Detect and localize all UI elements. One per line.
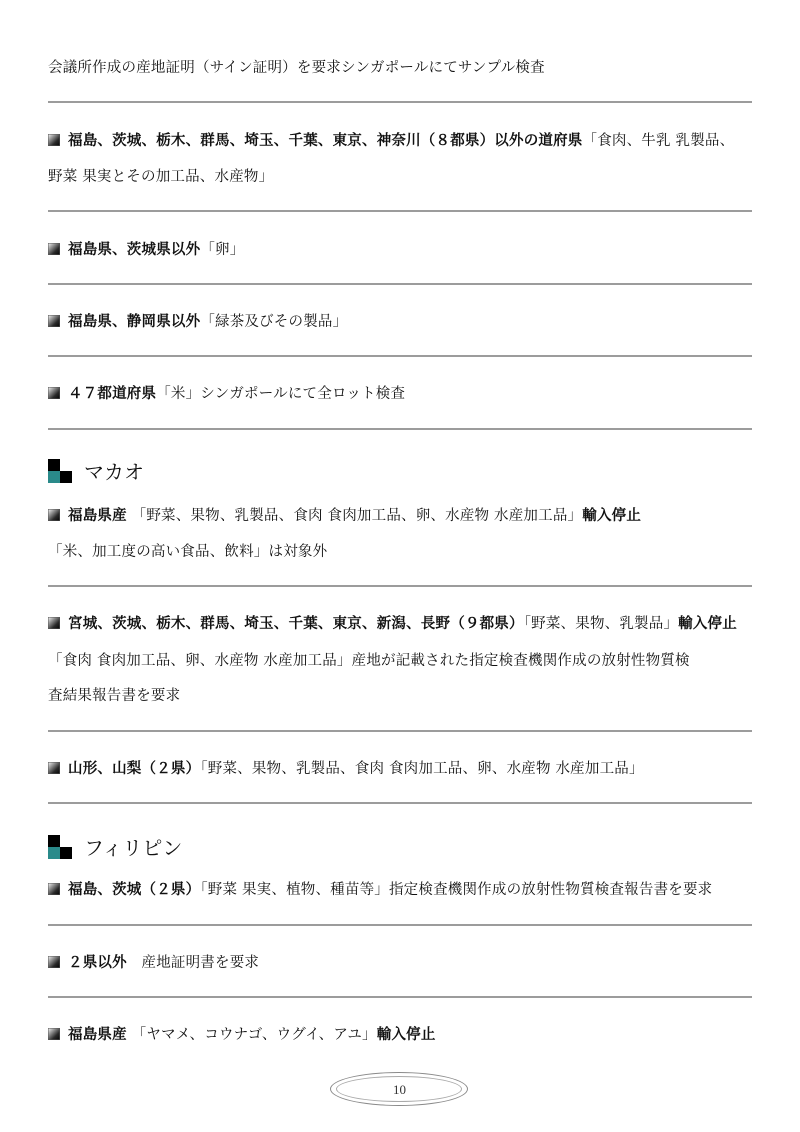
page-number-badge	[330, 1072, 470, 1106]
item-products: 「野菜 果実、植物、種苗等」指定検査機関作成の放射性物質検査報告書を要求	[200, 882, 713, 898]
bullet-icon	[48, 617, 60, 629]
item-note: 査結果報告書を要求	[48, 688, 181, 704]
section-heading-philippines	[48, 835, 182, 861]
item-region: 宮城、茨城、栃木、群馬、埼玉、千葉、東京、新潟、長野（９都県）	[68, 616, 524, 632]
bullet-icon	[48, 762, 60, 774]
item-region: 福島、茨城、栃木、群馬、埼玉、千葉、東京、神奈川（８都県）以外の道府県	[68, 133, 583, 149]
list-item	[48, 131, 734, 151]
divider-rule	[48, 283, 752, 285]
list-item	[48, 506, 641, 526]
intro-text: 会議所作成の産地証明（サイン証明）を要求シンガポールにてサンプル検査	[48, 60, 545, 76]
divider-rule	[48, 585, 752, 587]
item-products: 「緑茶及びその製品」	[200, 314, 348, 330]
item-region: 福島県、茨城県以外	[68, 242, 201, 258]
list-item-continuation	[48, 651, 690, 671]
item-products: 「野菜、果物、乳製品、食肉 食肉加工品、卵、水産物 水産加工品」	[200, 761, 644, 777]
section-title: マカオ	[84, 460, 144, 484]
item-region: 山形、山梨（２県）	[68, 761, 201, 777]
item-products: 「野菜、果物、乳製品、食肉 食肉加工品、卵、水産物 水産加工品」	[126, 508, 583, 524]
item-products-cont: 野菜 果実とその加工品、水産物」	[48, 169, 274, 185]
bullet-icon	[48, 509, 60, 521]
item-products: 「米」シンガポールにて全ロット検査	[156, 386, 406, 402]
bullet-icon	[48, 1028, 60, 1040]
item-products: 「卵」	[200, 242, 245, 258]
intro-line	[48, 58, 545, 78]
item-region: 福島、茨城（２県）	[68, 882, 201, 898]
bullet-icon	[48, 387, 60, 399]
item-note: 「米、加工度の高い食品、飲料」は対象外	[48, 544, 328, 560]
list-item	[48, 759, 644, 779]
divider-rule	[48, 210, 752, 212]
item-products: 産地証明書を要求	[126, 955, 260, 971]
divider-rule	[48, 730, 752, 732]
divider-rule	[48, 101, 752, 103]
list-item	[48, 953, 259, 973]
divider-rule	[48, 355, 752, 357]
item-status: 輸入停止	[678, 616, 737, 632]
page-number: 10	[393, 1082, 406, 1097]
list-item	[48, 312, 347, 332]
section-heading-macau	[48, 459, 144, 485]
list-item	[48, 384, 405, 404]
bullet-icon	[48, 243, 60, 255]
item-products: 「野菜、果物、乳製品」	[523, 616, 679, 632]
item-note: 「食肉 食肉加工品、卵、水産物 水産加工品」産地が記載された指定検査機関作成の放射性物質検	[48, 653, 690, 669]
list-item-continuation	[48, 542, 327, 562]
item-region: 福島県産	[68, 508, 127, 524]
list-item	[48, 240, 244, 260]
section-title: フィリピン	[84, 836, 183, 860]
item-status: 輸入停止	[582, 508, 642, 524]
divider-rule	[48, 924, 752, 926]
item-region: ２県以外	[68, 955, 127, 971]
checker-square-icon	[48, 835, 72, 859]
item-products: 「食肉、牛乳 乳製品、	[582, 133, 735, 149]
bullet-icon	[48, 134, 60, 146]
item-products: 「ヤマメ、コウナゴ、ウグイ、アユ」	[126, 1027, 377, 1043]
bullet-icon	[48, 956, 60, 968]
divider-rule	[48, 996, 752, 998]
item-region: 福島県産	[68, 1027, 127, 1043]
list-item	[48, 614, 737, 634]
item-status: 輸入停止	[376, 1027, 436, 1043]
list-item	[48, 880, 712, 900]
item-region: 福島県、静岡県以外	[68, 314, 201, 330]
list-item-continuation	[48, 167, 273, 187]
list-item	[48, 1025, 436, 1045]
item-region: ４７都道府県	[68, 386, 157, 402]
divider-rule	[48, 802, 752, 804]
divider-rule	[48, 428, 752, 430]
checker-square-icon	[48, 459, 72, 483]
bullet-icon	[48, 883, 60, 895]
list-item-continuation	[48, 686, 180, 706]
bullet-icon	[48, 315, 60, 327]
